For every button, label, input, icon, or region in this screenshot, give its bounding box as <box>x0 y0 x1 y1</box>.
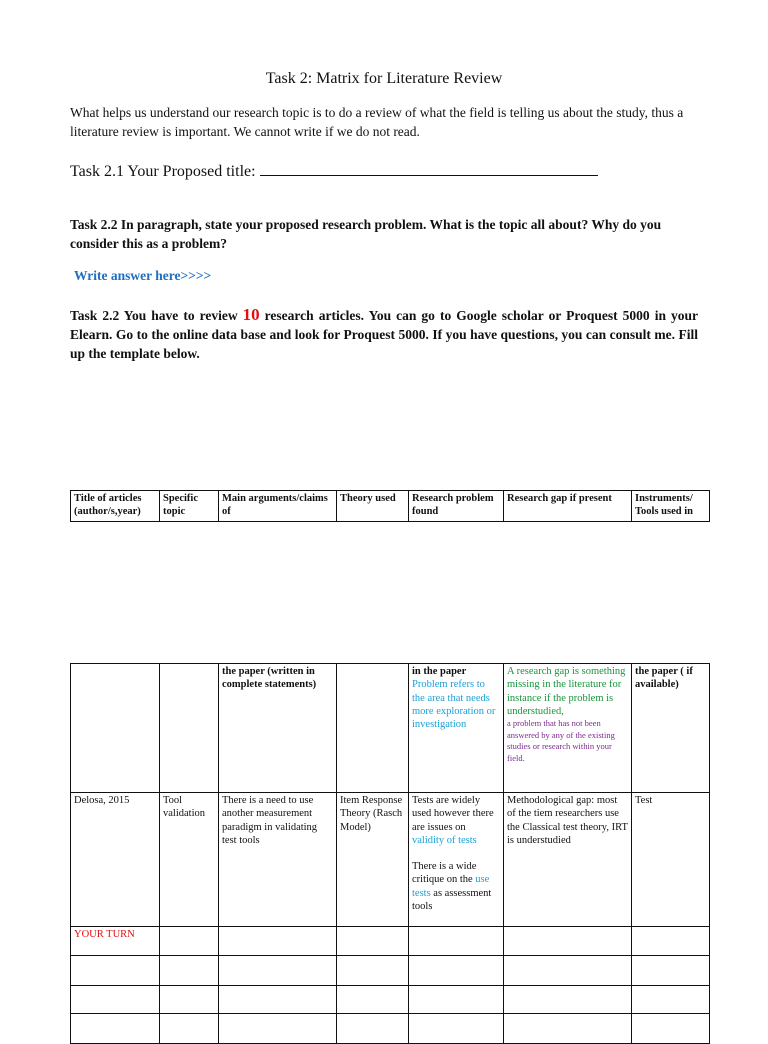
proposed-title-blank[interactable] <box>260 160 598 176</box>
header-research-problem-cont <box>409 664 504 793</box>
input-cell[interactable] <box>409 927 504 956</box>
cell-empty <box>160 664 219 793</box>
input-cell[interactable] <box>409 956 504 986</box>
input-cell[interactable] <box>632 927 710 956</box>
review-instructions-start: Task 2.2 You have to review <box>70 308 243 323</box>
input-cell[interactable] <box>337 986 409 1014</box>
input-cell[interactable] <box>219 986 337 1014</box>
example-instrument: Test <box>632 793 710 927</box>
input-cell[interactable] <box>160 956 219 986</box>
header-theory-used: Theory used <box>337 491 409 522</box>
matrix-table <box>70 663 710 1044</box>
input-cell[interactable] <box>632 1014 710 1044</box>
example-problem-part-1 <box>412 794 500 847</box>
task-2-2-review-instructions <box>70 305 698 363</box>
task-2-2-problem-prompt: Task 2.2 In paragraph, state your proposed research problem. What is the topic all about? Why do you consider this as a problem? <box>70 217 662 251</box>
example-topic: Tool validation <box>160 793 219 927</box>
research-gap-definition: A research gap is something missing in the literature for instance if the problem is understudied, <box>507 666 626 717</box>
matrix-header-table <box>70 490 710 522</box>
research-problem-cont-label: in the paper <box>412 666 467 677</box>
task-2-1-line <box>70 160 598 181</box>
input-cell[interactable] <box>71 986 160 1014</box>
cell-empty <box>337 664 409 793</box>
header-main-arguments-cont: the paper (written in complete statements) <box>219 664 337 793</box>
header-title-of-articles: Title of articles (author/s,year) <box>71 491 160 522</box>
input-cell[interactable] <box>160 1014 219 1044</box>
table-row <box>71 986 710 1014</box>
example-arguments: There is a need to use another measurement paradigm in validating test tools <box>219 793 337 927</box>
header-research-problem: Research problem found <box>409 491 504 522</box>
table-row <box>71 956 710 986</box>
table-row <box>71 793 710 927</box>
header-instruments: Instruments/ Tools used in <box>632 491 710 522</box>
input-cell[interactable] <box>219 956 337 986</box>
input-cell[interactable] <box>337 956 409 986</box>
input-cell[interactable] <box>504 956 632 986</box>
example-gap: Methodological gap: most of the tiem researchers use the Classical test theory, IRT is understudied <box>504 793 632 927</box>
write-answer-prompt[interactable]: Write answer here>>>> <box>74 268 212 283</box>
header-row <box>71 491 710 522</box>
input-cell[interactable] <box>160 986 219 1014</box>
input-cell[interactable] <box>632 986 710 1014</box>
header-continuation-row <box>71 664 710 793</box>
input-cell[interactable] <box>337 927 409 956</box>
table-row <box>71 1014 710 1044</box>
header-research-gap-cont <box>504 664 632 793</box>
input-cell[interactable] <box>71 956 160 986</box>
example-theory: Item Response Theory (Rasch Model) <box>337 793 409 927</box>
input-cell[interactable] <box>409 986 504 1014</box>
input-cell[interactable] <box>219 1014 337 1044</box>
header-instruments-cont: the paper ( if available) <box>632 664 710 793</box>
input-cell[interactable] <box>632 956 710 986</box>
input-cell[interactable] <box>504 927 632 956</box>
example-problem <box>409 793 504 927</box>
input-cell[interactable] <box>409 1014 504 1044</box>
research-problem-definition: Problem refers to the area that needs more exploration or investigation <box>412 679 496 731</box>
your-turn-label: YOUR TURN <box>71 927 160 956</box>
document-title: Task 2: Matrix for Literature Review <box>265 70 503 87</box>
cell-empty <box>71 664 160 793</box>
example-problem-text: There is a wide critique on the <box>412 861 477 886</box>
intro-paragraph: What helps us understand our research topic is to do a review of what the field is telling us about the study, thus a literature review is important. We cannot write if we do not read. <box>70 105 684 139</box>
example-title: Delosa, 2015 <box>71 793 160 927</box>
header-main-arguments: Main arguments/claims of <box>219 491 337 522</box>
example-problem-text: as assessment tools <box>412 887 492 913</box>
research-gap-note: a problem that has not been answered by any of the existing studies or research within your field. <box>507 718 615 763</box>
input-cell[interactable] <box>160 927 219 956</box>
example-problem-highlight: use tests <box>412 874 490 899</box>
input-cell[interactable] <box>504 986 632 1014</box>
header-specific-topic: Specific topic <box>160 491 219 522</box>
header-research-gap: Research gap if present <box>504 491 632 522</box>
input-cell[interactable] <box>219 927 337 956</box>
task-2-1-label: Task 2.1 Your Proposed title: <box>70 163 256 180</box>
example-problem-highlight: validity of tests <box>412 834 477 846</box>
example-problem-part-2 <box>412 860 500 913</box>
table-row <box>71 927 710 956</box>
review-instructions-end: research articles. You can go to Google scholar or Proquest 5000 in your Elearn. Go to the online data base and look for Proquest 5000. If you have questions, you can consult me. Fill up the template below. <box>70 308 698 361</box>
example-problem-text: Tests are widely used however there are issues on <box>412 795 494 833</box>
article-count: 10 <box>242 305 260 324</box>
input-cell[interactable] <box>504 1014 632 1044</box>
input-cell[interactable] <box>71 1014 160 1044</box>
input-cell[interactable] <box>337 1014 409 1044</box>
